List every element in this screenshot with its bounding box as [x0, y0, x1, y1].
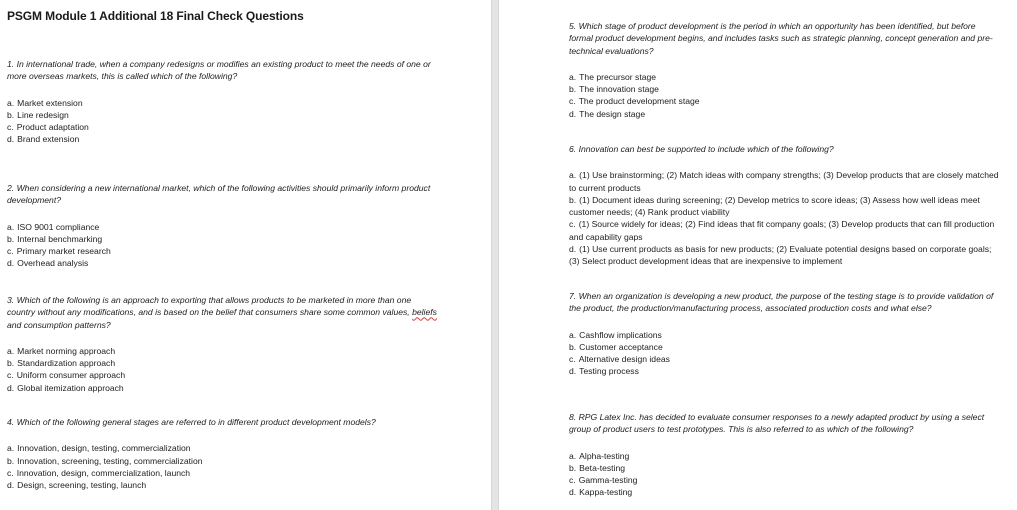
question-2-text: 2. When considering a new international market, which of the following activities should primarily inform product development?	[7, 183, 431, 206]
question-5-options	[569, 71, 999, 120]
question-4-text: 4. Which of the following general stages are referred to in different product development models?	[7, 417, 376, 427]
question-3	[7, 294, 437, 394]
question-2	[7, 182, 437, 270]
option-3a: a. Market norming approach	[7, 345, 116, 356]
option-2a: a. ISO 9001 compliance	[7, 221, 100, 232]
question-7-options	[569, 329, 999, 378]
question-6-options	[569, 169, 999, 267]
option-5a: a. The precursor stage	[569, 71, 657, 82]
option-1a: a. Market extension	[7, 97, 83, 108]
question-1-options	[7, 97, 437, 146]
question-4-options	[7, 442, 437, 491]
option-2c: c. Primary market research	[7, 246, 111, 257]
option-1b: b. Line redesign	[7, 109, 69, 120]
question-8-options	[569, 450, 999, 499]
option-4b: b. Innovation, screening, testing, commercialization	[7, 455, 203, 466]
option-5d: d. The design stage	[569, 108, 646, 119]
option-8d: d. Kappa-testing	[569, 487, 633, 498]
question-2-options	[7, 221, 437, 270]
question-3-text: 3. Which of the following is an approach to exporting that allows products to be marketed in more than one country without any modifications, and is based on the belief that consumers share some common values, beliefs and consumption patterns?	[7, 295, 437, 330]
option-8c: c. Gamma-testing	[569, 475, 638, 486]
question-4	[7, 416, 437, 491]
option-4d: d. Design, screening, testing, launch	[7, 480, 147, 491]
question-8-text: 8. RPG Latex Inc. has decided to evaluate consumer responses to a newly adapted product by using a select group of product users to test prototypes. This is also referred to as which of the following?	[569, 412, 985, 435]
question-1	[7, 58, 437, 146]
option-7d: d. Testing process	[569, 366, 639, 377]
option-2b: b. Internal benchmarking	[7, 233, 103, 244]
option-3c: c. Uniform consumer approach	[7, 370, 126, 381]
question-1-text: 1. In international trade, when a company redesigns or modifies an existing product to meet the needs of one or more overseas markets, this is called which of the following?	[7, 59, 431, 82]
question-7	[569, 290, 999, 378]
page-gutter	[491, 0, 499, 510]
document-title: PSGM Module 1 Additional 18 Final Check Questions	[7, 9, 304, 23]
question-6	[569, 143, 999, 268]
option-5c: c. The product development stage	[569, 96, 700, 107]
option-6c: c. (1) Source widely for ideas; (2) Find ideas that fit company goals; (3) Develop products that can fill production and capability gaps	[569, 219, 995, 242]
option-4c: c. Innovation, design, commercialization, launch	[7, 467, 191, 478]
question-8	[569, 411, 999, 499]
option-5b: b. The innovation stage	[569, 84, 659, 95]
option-7c: c. Alternative design ideas	[569, 354, 670, 365]
option-1c: c. Product adaptation	[7, 122, 89, 133]
option-7b: b. Customer acceptance	[569, 341, 663, 352]
option-7a: a. Cashflow implications	[569, 329, 662, 340]
option-6d: d. (1) Use current products as basis for new products; (2) Evaluate potential designs based on corporate goals; (3) Select product development ideas that are inexpensive to implement	[569, 244, 992, 267]
question-5-text: 5. Which stage of product development is the period in which an opportunity has been identified, but before formal product development begins, and includes tasks such as strategic planning, concept generation and pre-technical evaluations?	[569, 21, 993, 56]
option-8a: a. Alpha-testing	[569, 450, 630, 461]
spellcheck-word: beliefs	[412, 307, 437, 318]
option-1d: d. Brand extension	[7, 134, 80, 145]
question-5	[569, 20, 999, 120]
option-4a: a. Innovation, design, testing, commercialization	[7, 443, 191, 454]
document-page-right	[499, 0, 1017, 510]
question-6-text: 6. Innovation can best be supported to include which of the following?	[569, 144, 834, 154]
question-7-text: 7. When an organization is developing a new product, the purpose of the testing stage is to provide validation of the product, the production/manufacturing process, associated production costs and what else?	[569, 291, 994, 314]
option-3d: d. Global itemization approach	[7, 382, 124, 393]
option-2d: d. Overhead analysis	[7, 258, 89, 269]
option-6b: b. (1) Document ideas during screening; (2) Develop metrics to score ideas; (3) Assess how well ideas meet customer needs; (4) Rank product viability	[569, 194, 980, 218]
option-3b: b. Standardization approach	[7, 358, 116, 369]
question-3-options	[7, 345, 437, 394]
option-6a: a. (1) Use brainstorming; (2) Match ideas with company strengths; (3) Develop products that are closely matched to current products	[569, 170, 999, 193]
document-page-left	[0, 0, 491, 510]
option-8b: b. Beta-testing	[569, 462, 626, 473]
